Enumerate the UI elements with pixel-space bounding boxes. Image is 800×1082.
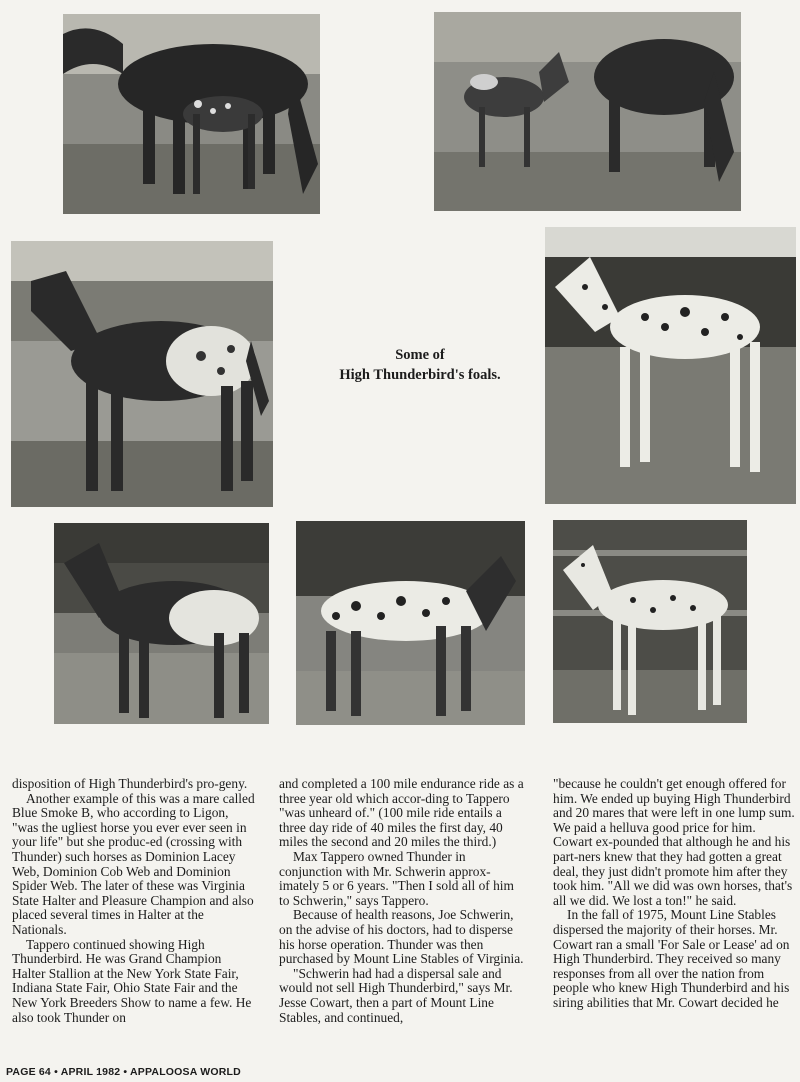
article-paragraph: In the fall of 1975, Mount Line Stables dispersed the majority of their horses. Mr. Cowart ran a small 'For Sale or Lease' ad on High Thunderbird. They received so many responses from all over the nation from people who knew High Thunderbird and his siring abilities that Mr. Cowart decided he — [553, 907, 790, 1010]
photo-caption — [330, 345, 510, 385]
photo-spotted-yearling-by-trees — [296, 521, 525, 725]
photo-spotted-foal-by-fence — [553, 520, 747, 723]
article-paragraph: disposition of High Thunderbird's pro-geny. — [12, 776, 248, 791]
article-paragraph: Tappero continued showing High Thunderbird. He was Grand Champion Halter Stallion at the New York State Fair, Indiana State Fair, Ohio State Fair and the New York Breeders Show to name a few. He also took Thunder on — [12, 936, 252, 1025]
article-paragraph: Because of health reasons, Joe Schwerin, on the advise of his doctors, had to disperse his horse operation. Thunder was then purchased by Mount Line Stables of Virginia. — [279, 907, 524, 967]
article-paragraph: "Schwerin had had a dispersal sale and would not sell High Thunderbird," says Mr. Jesse Cowart, then a part of Mount Line Stables, and continued, — [279, 965, 513, 1025]
caption-line-1: Some of — [395, 347, 445, 363]
photo-mare-and-spotted-foal-grazing — [63, 14, 320, 214]
photo-blanket-foal-by-barn — [54, 523, 269, 724]
photo-foal-beside-grazing-mare — [434, 12, 741, 211]
article-paragraph: Another example of this was a mare called Blue Smoke B, who according to Ligon, "was the ugliest horse you ever ever seen in your life" but she produc-ed (crossing with Thunder) such horses as Dominion Lacey Web, Dominion Cob Web and Dominion Spider Web. The later of these was Virginia State Halter and Pleasure Champion and also placed several times in Halter at the Nationals. — [12, 790, 255, 937]
article-column-2 — [279, 777, 524, 1025]
article-paragraph: "because he couldn't get enough offered for him. We ended up buying High Thunderbird and 20 mares that were left in one lump sum. We paid a helluva good price for him. Cowart ex-pounded that although he and his part-ners knew that they had gotten a great deal, they just didn't promote him after they took him. "All we did was own horses, that's all we did. We lost a ton!" he said. — [553, 776, 795, 908]
photo-leopard-spotted-foal — [545, 227, 796, 504]
photo-blanket-appaloosa-with-halter — [11, 241, 273, 507]
article-paragraph: and completed a 100 mile endurance ride as a three year old which accor-ding to Tappero "was unheard of." (100 mile ride entails a three day ride of 40 miles the first day, 40 miles the second and 20 miles the third.) — [279, 776, 524, 850]
article-paragraph: Max Tappero owned Thunder in conjunction with Mr. Schwerin approx-imately 5 or 6 years. "Then I sold all of him to Schwerin," says Tappero. — [279, 848, 514, 908]
article-column-1 — [12, 777, 257, 1025]
caption-line-2: High Thunderbird's foals. — [339, 367, 501, 383]
page-footer: PAGE 64 • APRIL 1982 • APPALOOSA WORLD — [6, 1066, 241, 1078]
article-column-3 — [553, 777, 798, 1011]
